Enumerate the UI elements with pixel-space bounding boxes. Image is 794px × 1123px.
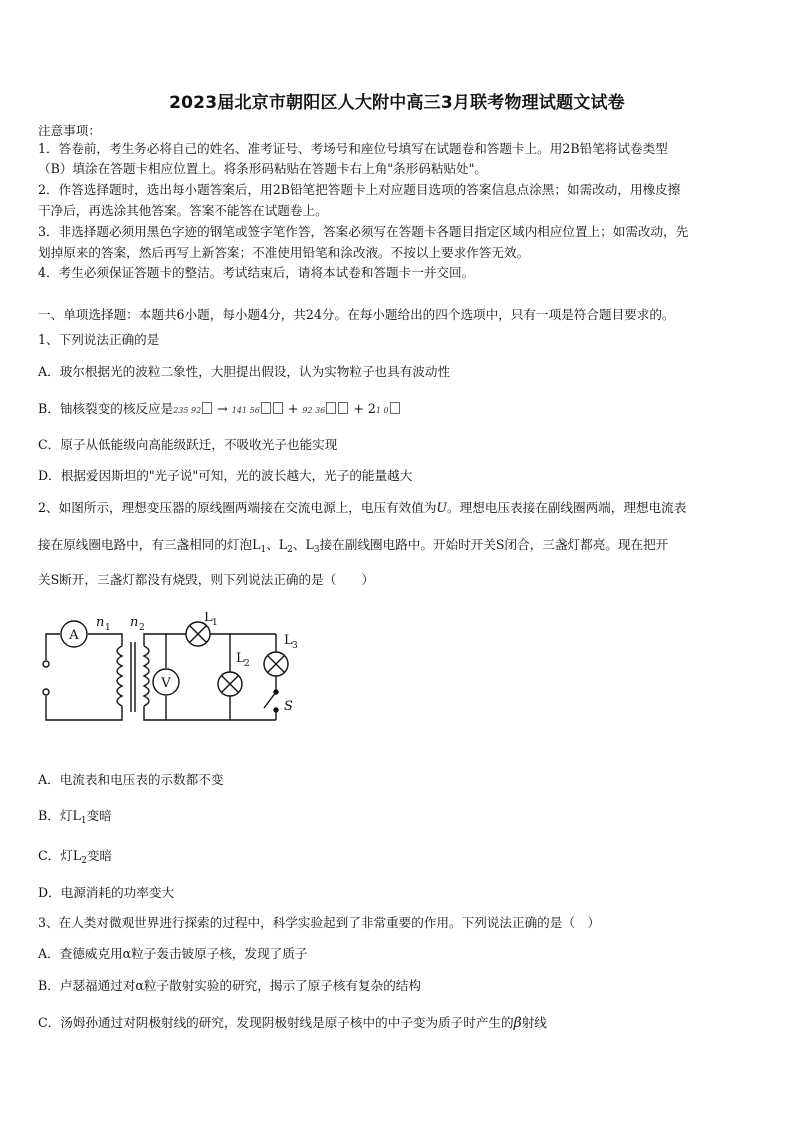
q2-c-text: 变暗: [86, 848, 113, 863]
q3-option-a: A．查德威克用α粒子轰击铍原子核，发现了质子: [38, 946, 308, 961]
q2-option-a: A．电流表和电压表的示数都不变: [38, 772, 224, 787]
ammeter-label: A: [69, 628, 79, 643]
switch-label: S: [284, 699, 293, 714]
note-3a: 3．非选择题必须用黑色字迹的钢笔或签字笔作答，答案必须写在答题卡各题目指定区域内相应位置上；如需改动，先: [38, 224, 689, 239]
note-1b: （B）填涂在答题卡相应位置上。将条形码粘贴在答题卡右上角"条形码粘贴处"。: [38, 161, 488, 176]
lamp-l2-label: L: [236, 651, 245, 666]
arrow-symbol: →: [217, 401, 228, 416]
q1-option-c: C．原子从低能级向高能级跃迁，不吸收光子也能实现: [38, 437, 338, 452]
notes-heading: 注意事项：: [38, 123, 101, 138]
q2-stem-line3: 关S断开，三盏灯都没有烧毁，则下列说法正确的是（ ）: [38, 572, 375, 587]
lamp-l3-subscript: 3: [292, 641, 298, 651]
subscript: 3: [313, 545, 320, 555]
missing-glyph: [202, 402, 212, 414]
primary-wire-bottom: [46, 696, 122, 720]
voltage-symbol: U: [436, 500, 448, 515]
lamp-l3-label: L: [284, 633, 293, 648]
missing-glyph: [338, 402, 348, 414]
section-heading: 一、单项选择题：本题共6小题，每小题4分，共24分。在每小题给出的四个选项中，只有一项是符合题目要求的。: [38, 307, 675, 322]
q2-text: 接在副线圈电路中。开始时开关S闭合，三盏灯都亮。现在把开: [319, 537, 669, 552]
q3-c-text: 射线: [521, 1015, 547, 1030]
primary-coil: [117, 646, 122, 706]
n2-label: n: [130, 615, 139, 630]
nuclide-u235-label: 235 92: [173, 406, 202, 415]
q1-option-d: D．根据爱因斯坦的"光子说"可知，光的波长越大，光子的能量越大: [38, 468, 413, 483]
terminal-bottom: [43, 689, 49, 695]
q2-c-text: C．灯L: [38, 848, 82, 863]
nuclide-ba141-label: 141 56: [231, 406, 260, 415]
q3-option-c: [38, 1014, 760, 1032]
subscript: 1: [260, 545, 267, 555]
primary-wire-top: [46, 634, 60, 660]
plus-symbol: +: [353, 401, 364, 416]
q3-stem: 3、在人类对微观世界进行探索的过程中，科学实验起到了非常重要的作用。下列说法正确的是（ ）: [38, 915, 601, 930]
secondary-wire-bottom: [144, 706, 276, 720]
switch-blade: [264, 692, 276, 708]
missing-glyph: [326, 402, 336, 414]
n2-subscript: 2: [139, 623, 145, 633]
note-2b: 干净后，再选涂其他答案。答案不能答在试题卷上。: [38, 203, 328, 218]
subscript: 2: [287, 545, 293, 555]
q3-option-b: B．卢瑟福通过对α粒子散射实验的研究，揭示了原子核有复杂的结构: [38, 978, 421, 993]
coefficient: 2: [367, 401, 376, 416]
missing-glyph: [390, 402, 400, 414]
lamp-l1-label: L: [204, 612, 213, 625]
secondary-coil: [144, 646, 149, 706]
q2-text: 、L: [266, 537, 288, 552]
q2-option-b: [38, 807, 760, 830]
note-2a: 2．作答选择题时，选出每小题答案后，用2B铅笔把答题卡上对应题目选项的答案信息点涂黑；如需改动，用橡皮擦: [38, 182, 681, 197]
subscript: 2: [81, 856, 87, 866]
nuclide-neutron-label: 1 0: [375, 406, 389, 415]
lamp-l1-cross: [190, 626, 207, 643]
lamp-l2-subscript: 2: [244, 659, 250, 669]
q2-stem-line2: [38, 536, 760, 559]
note-3b: 划掉原来的答案，然后再写上新答案；不准使用铅笔和涂改液。不按以上要求作答无效。: [38, 245, 530, 260]
lamp-l2-cross: [222, 676, 239, 693]
beta-symbol: β: [513, 1015, 522, 1031]
q2-stem-line1: [38, 499, 760, 517]
nuclide-kr92-label: 92 36: [302, 406, 326, 415]
q2-b-text: B．灯L: [38, 808, 81, 823]
missing-glyph: [261, 402, 271, 414]
note-1a: 1．答卷前，考生务必将自己的姓名、准考证号、考场号和座位号填写在试题卷和答题卡上。用2B铅笔将试卷类型: [38, 141, 668, 156]
q2-b-text: 变暗: [86, 808, 112, 823]
terminal-top: [43, 661, 49, 667]
q2-text: 、L: [292, 537, 314, 552]
q1-b-prefix: B．铀核裂变的核反应是: [38, 401, 174, 416]
n1-label: n: [96, 615, 105, 630]
q2-option-d: D．电源消耗的功率变大: [38, 885, 175, 900]
q1-option-a: A．玻尔根据光的波粒二象性，大胆提出假设，认为实物粒子也具有波动性: [38, 364, 451, 379]
subscript: 1: [80, 816, 87, 826]
lamp-l3-cross: [268, 656, 285, 673]
secondary-wire-top: [144, 634, 186, 646]
plus-symbol: +: [287, 401, 299, 416]
q1-option-b: [38, 400, 760, 420]
q2-text: 。理想电压表接在副线圈两端，理想电流表: [447, 500, 687, 515]
q1-stem: 1、下列说法正确的是: [38, 332, 160, 347]
lamp-l1-subscript: 1: [212, 618, 218, 628]
q2-option-c: [38, 847, 760, 870]
primary-wire-right: [88, 634, 122, 646]
n1-subscript: 1: [105, 623, 111, 633]
missing-glyph: [273, 402, 283, 414]
transformer-circuit-diagram: [38, 612, 308, 740]
q2-text: 2、如图所示，理想变压器的原线圈两端接在交流电源上，电压有效值为: [38, 500, 437, 515]
q3-c-text: C．汤姆孙通过对阴极射线的研究，发现阴极射线是原子核中的中子变为质子时产生的: [38, 1015, 514, 1030]
note-4: 4．考生必须保证答题卡的整洁。考试结束后，请将本试卷和答题卡一并交回。: [38, 265, 475, 280]
voltmeter-label: V: [161, 676, 171, 691]
q2-text: 接在原线圈电路中，有三盏相同的灯泡L: [38, 537, 261, 552]
page-title: 2023届北京市朝阳区人大附中高三3月联考物理试题文试卷: [169, 93, 625, 113]
